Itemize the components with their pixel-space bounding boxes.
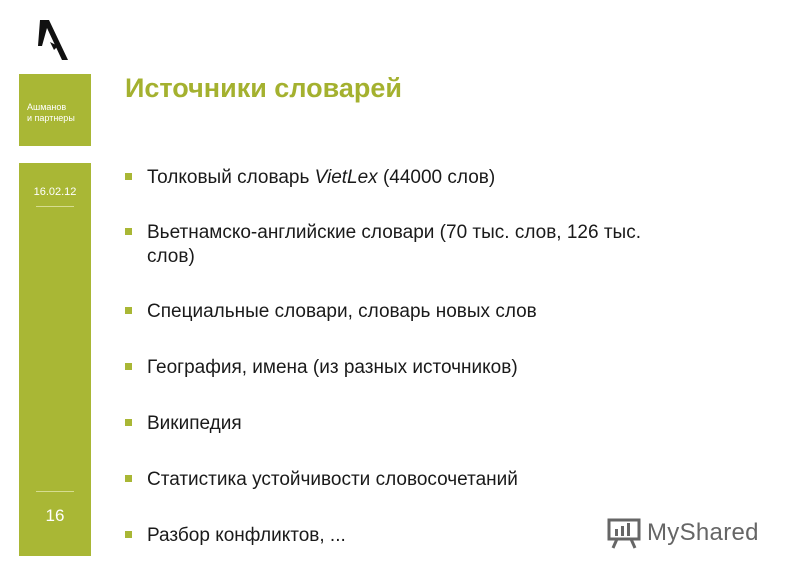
page-number: 16 bbox=[45, 506, 65, 525]
bullet-icon bbox=[125, 307, 132, 314]
list-item bbox=[125, 356, 765, 380]
bullet-icon bbox=[125, 531, 132, 538]
bullet-text-italic: VietLex bbox=[314, 167, 378, 188]
bullet-text: Толковый словарь bbox=[147, 167, 315, 188]
bullet-icon bbox=[125, 173, 132, 180]
bullet-icon bbox=[125, 419, 132, 426]
bullet-text: Разбор конфликтов, ... bbox=[147, 525, 346, 546]
watermark-text: MyShared bbox=[647, 519, 759, 546]
bullet-icon bbox=[125, 363, 132, 370]
bullet-text: Вьетнамско-английские словари (70 тыс. слов, 126 тыс. bbox=[147, 222, 641, 243]
brand-block bbox=[19, 74, 91, 146]
divider bbox=[36, 206, 74, 207]
divider bbox=[36, 491, 74, 492]
list-item bbox=[125, 300, 765, 324]
list-item bbox=[125, 468, 765, 492]
list-item bbox=[125, 412, 765, 436]
bullet-text: слов) bbox=[147, 246, 195, 267]
slide-title: Источники словарей bbox=[125, 73, 402, 103]
bullet-text: Википедия bbox=[147, 413, 242, 434]
bullet-text: (44000 слов) bbox=[377, 167, 496, 188]
bullet-icon bbox=[125, 228, 132, 235]
side-bar bbox=[19, 163, 91, 556]
brand-line-1: Ашманов bbox=[27, 102, 67, 112]
presentation-board-icon bbox=[607, 517, 641, 549]
logo-icon bbox=[34, 18, 74, 64]
slide-date: 16.02.12 bbox=[33, 186, 77, 198]
bullet-text: Статистика устойчивости словосочетаний bbox=[147, 469, 518, 490]
watermark bbox=[607, 514, 767, 550]
bullet-text: География, имена (из разных источников) bbox=[147, 357, 518, 378]
bullet-text: Специальные словари, словарь новых слов bbox=[147, 301, 537, 322]
brand-line-2: и партнеры bbox=[27, 113, 75, 123]
bullet-icon bbox=[125, 475, 132, 482]
list-item bbox=[125, 221, 765, 269]
list-item bbox=[125, 166, 765, 190]
